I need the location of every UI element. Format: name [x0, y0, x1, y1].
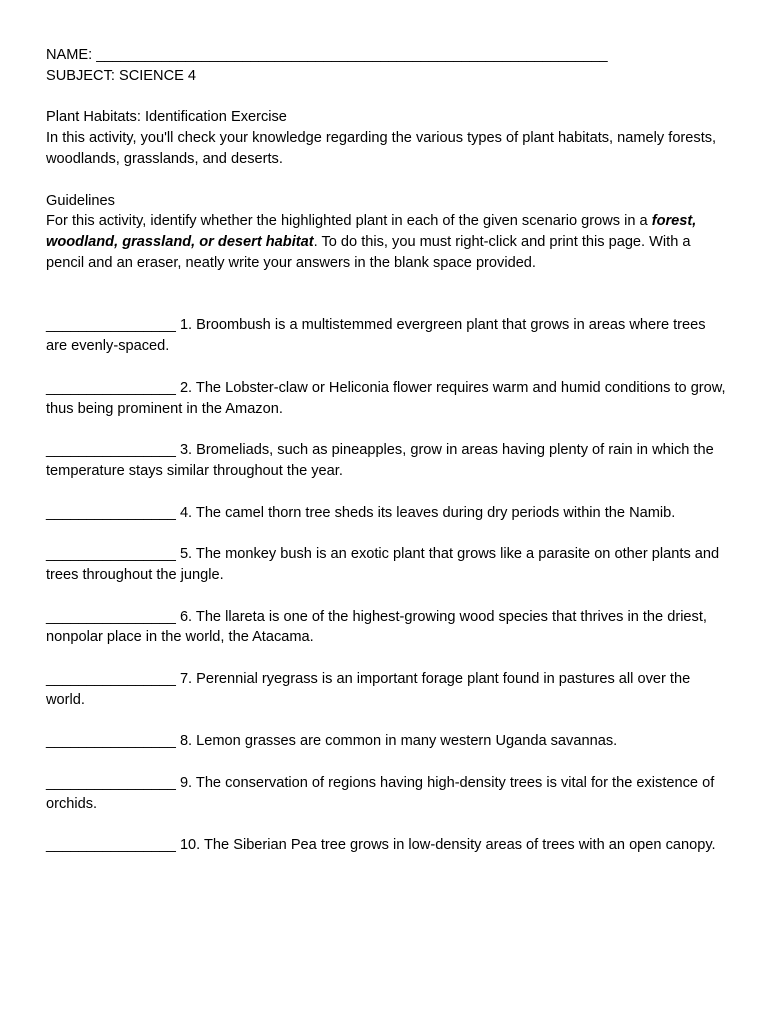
question-item [46, 440, 726, 482]
guidelines-habitat-emphasis: forest, woodland, grassland, or desert habitat [46, 213, 697, 251]
answer-blank[interactable]: ________________ [46, 837, 176, 854]
answer-blank[interactable]: ________________ [46, 608, 176, 625]
intro-title: Plant Habitats: Identification Exercise [46, 109, 287, 126]
intro-text: In this activity, you'll check your knowledge regarding the various types of plant habitats, namely forests, woodlands, grasslands, and deserts. [46, 130, 717, 167]
question-text: 7. Perennial ryegrass is an important forage plant found in pastures all over the world. [46, 670, 691, 708]
answer-blank[interactable]: ________________ [46, 546, 176, 563]
worksheet-content [46, 45, 726, 877]
spacer [46, 87, 726, 108]
answer-blank[interactable]: ________________ [46, 379, 176, 396]
question-text: 1. Broombush is a multistemmed evergreen plant that grows in areas where trees are evenly-spaced. [46, 317, 706, 355]
question-item [46, 773, 726, 815]
question-text: 3. Bromeliads, such as pineapples, grow in areas having plenty of rain in which the temperature stays similar throughout the year. [46, 442, 714, 479]
question-item [46, 669, 726, 711]
question-item [46, 503, 726, 524]
spacer [46, 274, 726, 316]
question-item [46, 731, 726, 752]
question-text: 10. The Siberian Pea tree grows in low-density areas of trees with an open canopy. [179, 837, 716, 854]
question-list [46, 315, 726, 856]
question-text: 4. The camel thorn tree sheds its leaves during dry periods within the Namib. [179, 504, 676, 521]
answer-blank[interactable]: ________________ [46, 774, 176, 791]
guidelines-text-after: . To do this, you must right-click and print this page. With a pencil and an eraser, neatly write your answers in the blank space provided. [46, 234, 691, 271]
answer-blank[interactable]: ________________ [46, 442, 176, 459]
question-text: 5. The monkey bush is an exotic plant that grows like a parasite on other plants and trees throughout the jungle. [46, 546, 720, 583]
name-label: NAME: [46, 47, 97, 63]
question-item [46, 378, 726, 420]
question-text: 2. The Lobster-claw or Heliconia flower requires warm and humid conditions to grow, thus being prominent in the Amazon. [46, 379, 726, 417]
answer-blank[interactable]: ________________ [46, 317, 176, 334]
answer-blank[interactable]: ________________ [46, 504, 176, 521]
question-item [46, 607, 726, 649]
spacer [46, 170, 726, 191]
guidelines-text [46, 211, 726, 273]
question-item [46, 315, 726, 357]
question-text: 9. The conservation of regions having high-density trees is vital for the existence of orchids. [46, 774, 715, 812]
guidelines-text-before: For this activity, identify whether the highlighted plant in each of the given scenario grows in a [46, 213, 652, 230]
name-line [46, 45, 726, 66]
answer-blank[interactable]: ________________ [46, 733, 176, 750]
name-blank: _______________________________________________________________ [96, 47, 608, 63]
question-text: 8. Lemon grasses are common in many western Uganda savannas. [179, 733, 618, 750]
question-item [46, 835, 726, 856]
guidelines-title: Guidelines [46, 192, 115, 209]
answer-blank[interactable]: ________________ [46, 670, 176, 687]
question-item [46, 544, 726, 586]
subject-line: SUBJECT: SCIENCE 4 [46, 67, 197, 84]
question-text: 6. The llareta is one of the highest-growing wood species that thrives in the driest, nonpolar place in the world, the Atacama. [46, 608, 707, 646]
